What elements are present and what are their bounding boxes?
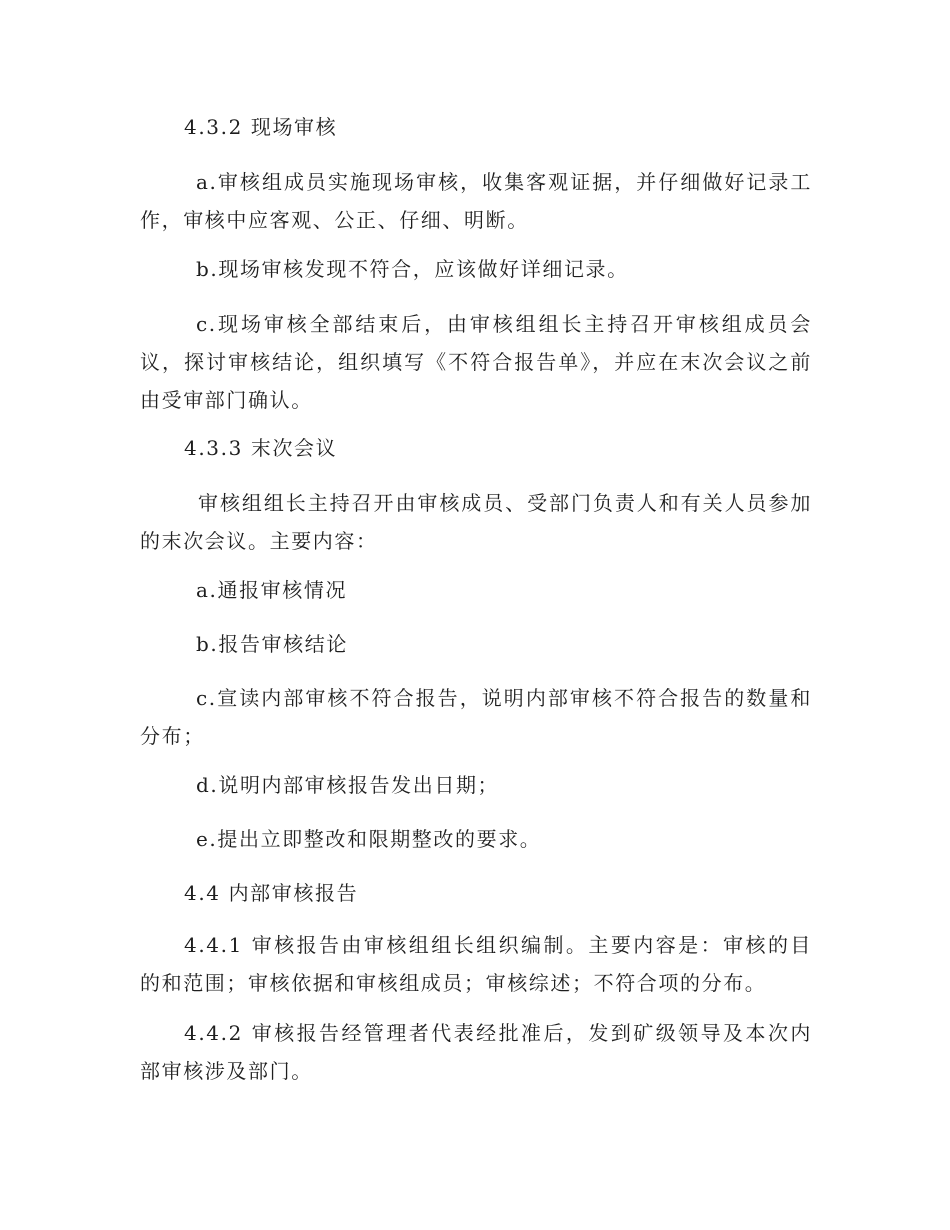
paragraph-item-a: a.审核组成员实施现场审核，收集客观证据，并仔细做好记录工作，审核中应客观、公正、仔细、明断。 — [140, 170, 812, 232]
paragraph-item-c: c.宣读内部审核不符合报告，说明内部审核不符合报告的数量和分布； — [140, 686, 812, 748]
paragraph-item-b: b.现场审核发现不符合，应该做好详细记录。 — [196, 257, 629, 281]
section-heading-4-3-2: 4.3.2 现场审核 — [184, 115, 338, 139]
section-heading-4-4: 4.4 内部审核报告 — [184, 881, 359, 905]
paragraph-item-d: d.说明内部审核报告发出日期； — [196, 773, 500, 797]
paragraph-4-4-1: 4.4.1 审核报告由审核组组长组织编制。主要内容是：审核的目的和范围；审核依据和审核组成员；审核综述；不符合项的分布。 — [140, 933, 812, 995]
paragraph-4-4-2: 4.4.2 审核报告经管理者代表经批准后，发到矿级领导及本次内部审核涉及部门。 — [140, 1021, 812, 1083]
paragraph-item-e: e.提出立即整改和限期整改的要求。 — [196, 827, 542, 851]
paragraph-item-c: c.现场审核全部结束后，由审核组组长主持召开审核组成员会议，探讨审核结论，组织填写《不符合报告单》，并应在末次会议之前由受审部门确认。 — [140, 312, 812, 412]
paragraph-closing-meeting: 审核组组长主持召开由审核成员、受部门负责人和有关人员参加的末次会议。主要内容： — [140, 491, 812, 553]
paragraph-item-b: b.报告审核结论 — [196, 632, 348, 656]
section-heading-4-3-3: 4.3.3 末次会议 — [184, 436, 338, 460]
paragraph-item-a: a.通报审核情况 — [196, 578, 348, 602]
